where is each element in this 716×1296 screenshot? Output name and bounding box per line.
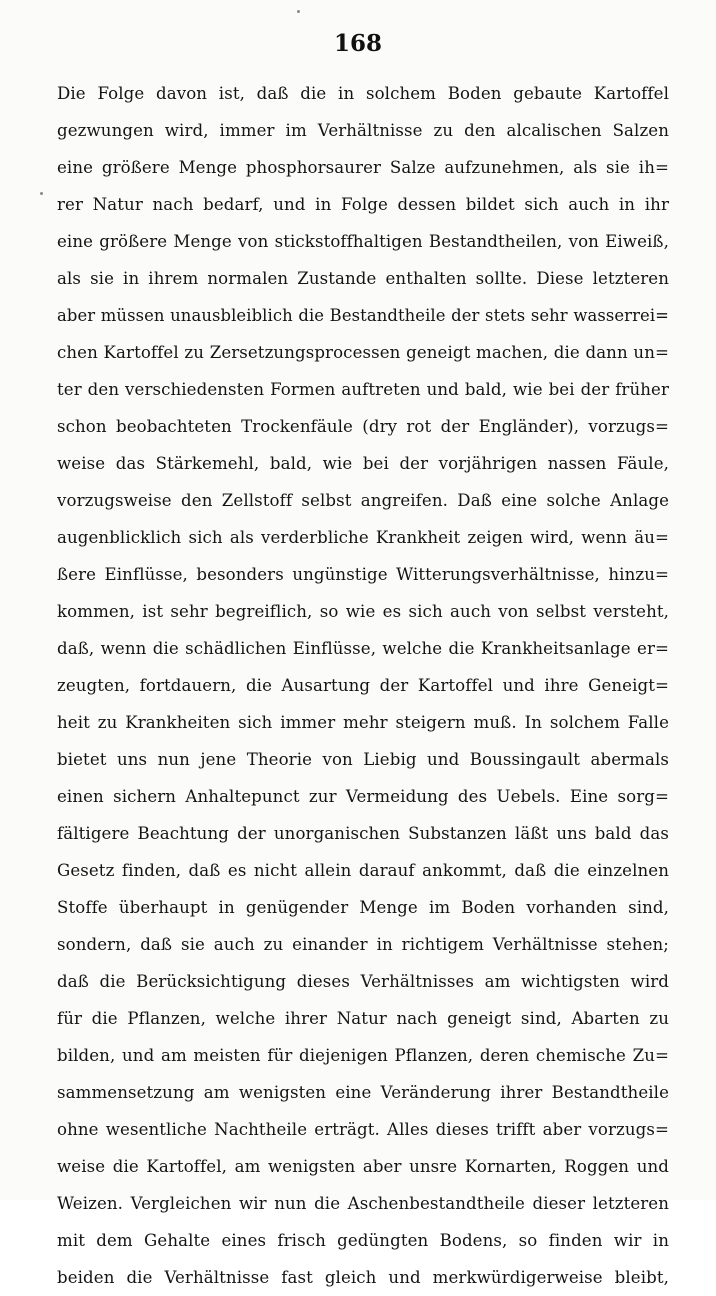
text-line: Weizen. Vergleichen wir nun die Aschenbestandtheile dieser letzteren (57, 1194, 669, 1213)
text-line: sondern, daß sie auch zu einander in richtigem Verhältnisse stehen; (57, 935, 669, 954)
text-line: ßere Einflüsse, besonders ungünstige Witterungsverhältnisse, hinzu= (57, 565, 669, 584)
text-line: rer Natur nach bedarf, und in Folge dessen bildet sich auch in ihr (57, 195, 669, 214)
text-line: Stoffe überhaupt in genügender Menge im Boden vorhanden sind, (57, 898, 669, 917)
text-line: weise die Kartoffel, am wenigsten aber unsre Kornarten, Roggen und (57, 1157, 669, 1176)
text-line: bietet uns nun jene Theorie von Liebig und Boussingault abermals (57, 750, 669, 769)
text-line: zeugten, fortdauern, die Ausartung der Kartoffel und ihre Geneigt= (57, 676, 669, 695)
text-line: einen sichern Anhaltepunct zur Vermeidung des Uebels. Eine sorg= (57, 787, 669, 806)
body-text (57, 75, 669, 1296)
text-line: weise das Stärkemehl, bald, wie bei der vorjährigen nassen Fäule, (57, 454, 669, 473)
text-line: eine größere Menge phosphorsaurer Salze aufzunehmen, als sie ih= (57, 158, 669, 177)
text-line: bilden, und am meisten für diejenigen Pflanzen, deren chemische Zu= (57, 1046, 669, 1065)
text-line: als sie in ihrem normalen Zustande enthalten sollte. Diese letzteren (57, 269, 669, 288)
text-line: vorzugsweise den Zellstoff selbst angreifen. Daß eine solche Anlage (57, 491, 669, 510)
print-speck (40, 192, 43, 195)
text-line: daß die Berücksichtigung dieses Verhältnisses am wichtigsten wird (57, 972, 669, 991)
text-line: ohne wesentliche Nachtheile erträgt. Alles dieses trifft aber vorzugs= (57, 1120, 669, 1139)
text-line: Die Folge davon ist, daß die in solchem Boden gebaute Kartoffel (57, 84, 669, 103)
text-line: chen Kartoffel zu Zersetzungsprocessen geneigt machen, die dann un= (57, 343, 669, 362)
text-line: für die Pflanzen, welche ihrer Natur nach geneigt sind, Abarten zu (57, 1009, 669, 1028)
text-line: Gesetz finden, daß es nicht allein darauf ankommt, daß die einzelnen (57, 861, 669, 880)
text-line: heit zu Krankheiten sich immer mehr steigern muß. In solchem Falle (57, 713, 669, 732)
text-line: ter den verschiedensten Formen auftreten und bald, wie bei der früher (57, 380, 669, 399)
text-line: daß, wenn die schädlichen Einflüsse, welche die Krankheitsanlage er= (57, 639, 669, 658)
text-line: sammensetzung am wenigsten eine Veränderung ihrer Bestandtheile (57, 1083, 669, 1102)
page-number: 168 (333, 30, 382, 57)
text-line: beiden die Verhältnisse fast gleich und merkwürdigerweise bleibt, (57, 1268, 669, 1287)
text-line: mit dem Gehalte eines frisch gedüngten Bodens, so finden wir in (57, 1231, 669, 1250)
text-line: fältigere Beachtung der unorganischen Substanzen läßt uns bald das (57, 824, 669, 843)
text-line: kommen, ist sehr begreiflich, so wie es sich auch von selbst versteht, (57, 602, 669, 621)
text-line: schon beobachteten Trockenfäule (dry rot der Engländer), vorzugs= (57, 417, 669, 436)
print-speck (297, 10, 300, 13)
text-line: aber müssen unausbleiblich die Bestandtheile der stets sehr wasserrei= (57, 306, 669, 325)
text-line: eine größere Menge von stickstoffhaltigen Bestandtheilen, von Eiweiß, (57, 232, 669, 251)
text-line: gezwungen wird, immer im Verhältnisse zu den alcalischen Salzen (57, 121, 669, 140)
text-line: augenblicklich sich als verderbliche Krankheit zeigen wird, wenn äu= (57, 528, 669, 547)
